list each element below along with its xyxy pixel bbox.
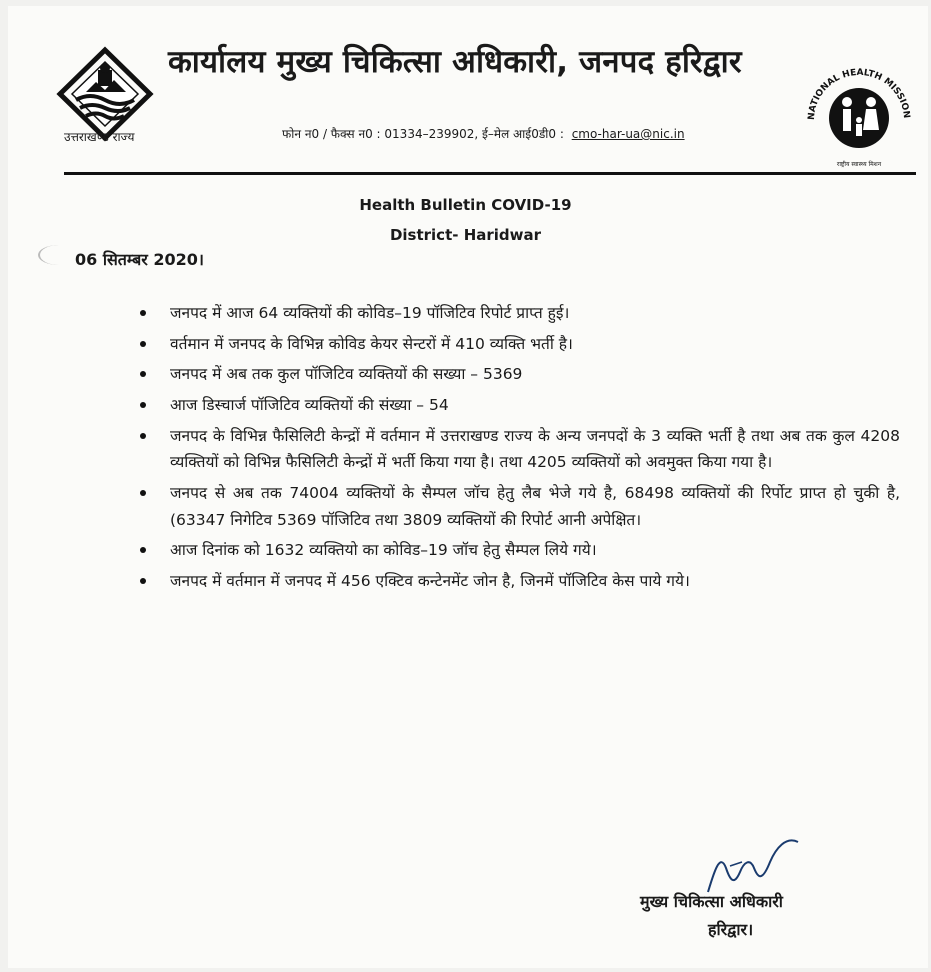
list-item: आज दिनांक को 1632 व्यक्तियो का कोविड–19 जॉच हेतु सैम्पल लिये गये।: [140, 537, 900, 564]
bulletin-district: District- Haridwar: [389, 226, 542, 244]
office-title: कार्यालय मुख्य चिकित्सा अधिकारी, जनपद हरिद्वार: [168, 44, 742, 80]
list-item: जनपद से अब तक 74004 व्यक्तियों के सैम्पल जॉच हेतु लैब भेजे गये है, 68498 व्यक्तियों की रिर्पोट प्राप्त हो चुकी है, (63347 निगेटिव 5369 पॉजिटिव तथा 3809 व्यक्तियों की रिपोर्ट आनी अपेक्षित।: [140, 480, 900, 533]
signatory-place: हरिद्वार।: [708, 920, 754, 939]
bulletin-date: 06 सितम्बर 2020।: [75, 250, 204, 269]
nhm-subtext: राष्ट्रीय स्वास्थ्य मिशन: [836, 161, 882, 168]
header-divider: [64, 172, 916, 175]
state-name: उत्तराखण्ड राज्य: [64, 130, 135, 144]
list-item: जनपद में आज 64 व्यक्तियों की कोविड–19 पॉजिटिव रिपोर्ट प्राप्त हुई।: [140, 300, 900, 327]
list-item: जनपद में अब तक कुल पॉजिटिव व्यक्तियों की सख्या – 5369: [140, 361, 900, 388]
nhm-arc-text: NATIONAL HEALTH MISSION: [806, 67, 912, 121]
list-item: आज डिस्चार्ज पॉजिटिव व्यक्तियों की संख्या – 54: [140, 392, 900, 419]
bulletin-title: Health Bulletin COVID-19: [359, 196, 572, 214]
margin-mark: [38, 245, 80, 265]
list-item: वर्तमान में जनपद के विभिन्न कोविड केयर सेन्टरों में 410 व्यक्ति भर्ती है।: [140, 331, 900, 358]
signatory-title: मुख्य चिकित्सा अधिकारी: [640, 892, 783, 911]
email-link[interactable]: cmo-har-ua@nic.in: [571, 127, 685, 141]
contact-text: फोन न0 / फैक्स न0 : 01334–239902, ई–मेल आई0डी0 :: [282, 127, 564, 141]
list-item: जनपद में वर्तमान में जनपद में 456 एक्टिव कन्टेनमेंट जोन है, जिनमें पॉजिटिव केस पाये गये।: [140, 568, 900, 595]
nhm-logo-icon: [800, 54, 918, 172]
contact-line: [282, 125, 685, 142]
bulletin-list: [140, 300, 900, 599]
list-item: जनपद के विभिन्न फैसिलिटी केन्द्रों में वर्तमान में उत्तराखण्ड राज्य के अन्य जनपदों के 3 व्यक्ति भर्ती है तथा अब तक कुल 4208 व्यक्तियों को विभिन्न फैसिलिटी केन्द्रों में भर्ती किया गया है। तथा 4205 व्यक्तियों को अवमुक्त किया गया है।: [140, 423, 900, 476]
